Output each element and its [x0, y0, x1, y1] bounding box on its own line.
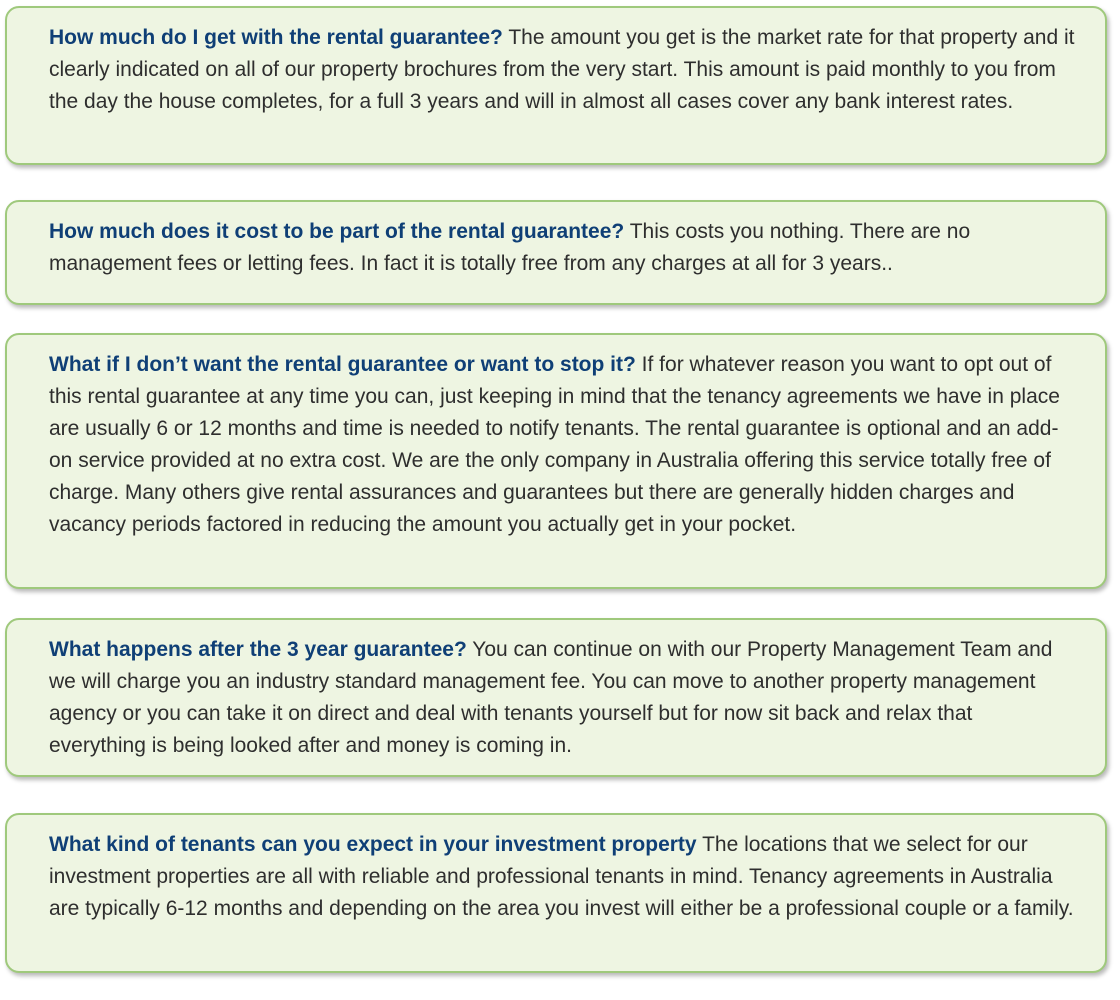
- faq-text: [49, 216, 1075, 280]
- faq-text: [49, 829, 1075, 925]
- faq-item-rental-amount: [5, 6, 1107, 165]
- faq-answer: The amount you get is the market rate for that property and it clearly indicated on all of our property brochures from the very start. This amount is paid monthly to you from the day the house completes, for a full 3 years and will in almost all cases cover any bank interest rates.: [49, 26, 1075, 113]
- faq-question: What kind of tenants can you expect in your investment property: [49, 833, 697, 856]
- faq-question: How much do I get with the rental guarantee?: [49, 26, 503, 49]
- faq-answer: The locations that we select for our investment properties are all with reliable and professional tenants in mind. Tenancy agreements in Australia are typically 6-12 months and depending on the area you invest will either be a professional couple or a family.: [49, 833, 1074, 920]
- faq-text: [49, 634, 1075, 762]
- faq-item-opt-out: [5, 333, 1107, 589]
- faq-text: [49, 349, 1075, 541]
- faq-question: What if I don’t want the rental guarantee or want to stop it?: [49, 353, 636, 376]
- faq-text: [49, 22, 1075, 118]
- faq-answer: You can continue on with our Property Management Team and we will charge you an industry standard management fee. You can move to another property management agency or you can take it on direct and deal with tenants yourself but for now sit back and relax that everything is being looked after and money is coming in.: [49, 638, 1053, 757]
- faq-item-tenants: [5, 813, 1107, 973]
- faq-question: What happens after the 3 year guarantee?: [49, 638, 467, 661]
- faq-item-cost: [5, 200, 1107, 305]
- faq-item-after-guarantee: [5, 618, 1107, 777]
- faq-question: How much does it cost to be part of the rental guarantee?: [49, 220, 625, 243]
- faq-answer: This costs you nothing. There are no management fees or letting fees. In fact it is totally free from any charges at all for 3 years..: [49, 220, 971, 275]
- faq-answer: If for whatever reason you want to opt out of this rental guarantee at any time you can, just keeping in mind that the tenancy agreements we have in place are usually 6 or 12 months and time is needed to notify tenants. The rental guarantee is optional and an add-on service provided at no extra cost. We are the only company in Australia offering this service totally free of charge. Many others give rental assurances and guarantees but there are generally hidden charges and vacancy periods factored in reducing the amount you actually get in your pocket.: [49, 353, 1060, 536]
